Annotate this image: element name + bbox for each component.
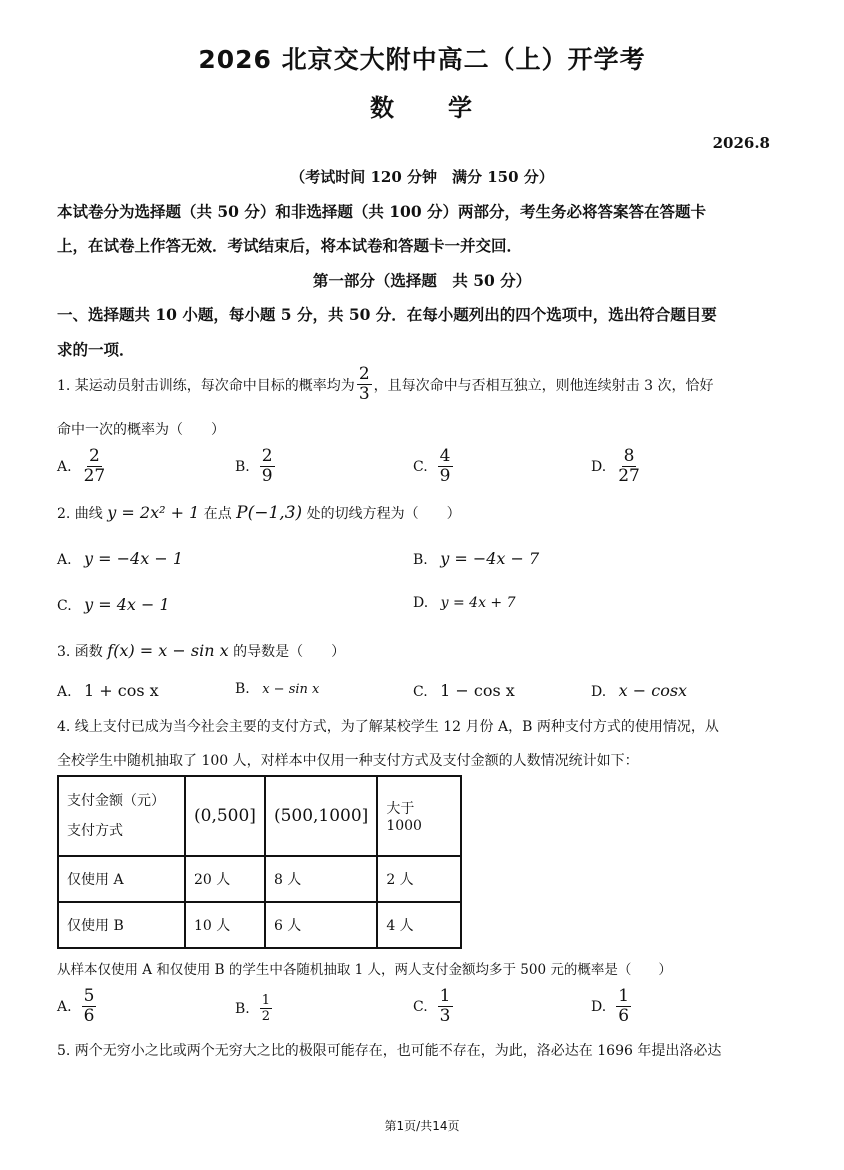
option-label: A. (57, 458, 72, 475)
option-text: y = 4x + 7 (440, 595, 516, 611)
option-fraction (260, 448, 275, 485)
option-fraction (616, 448, 642, 485)
option-text: y = −4x − 1 (84, 549, 183, 568)
question-2-expression: y = 2x² + 1 (107, 503, 200, 522)
table-cell: 8 人 (265, 856, 377, 902)
exam-date: 2026.8 (712, 134, 770, 152)
question-3-text-post: 的导数是（ ） (233, 644, 346, 660)
table-row (58, 902, 461, 948)
q1-option-b[interactable] (235, 448, 277, 485)
payment-statistics-table (57, 775, 462, 949)
q3-option-c[interactable] (413, 681, 515, 700)
table-header-row (58, 776, 461, 856)
option-text: x − sin x (262, 682, 320, 697)
intro-line-2: 上，在试卷上作答无效．考试结束后，将本试卷和答题卡一并交回． (57, 236, 523, 255)
table-row (58, 856, 461, 902)
question-4-prompt: 从样本仅使用 A 和仅使用 B 的学生中各随机抽取 1 人，两人支付金额均多于 500 元的概率是（ ） (57, 962, 672, 978)
q2-option-a[interactable] (57, 549, 183, 568)
option-text: y = 4x − 1 (84, 595, 170, 614)
document-title: 2026 北京交大附中高二（上）开学考 (198, 45, 646, 74)
question-2 (57, 503, 461, 523)
fraction-numerator: 5 (83, 986, 95, 1006)
fraction-numerator: 1 (439, 986, 451, 1006)
page-number: 第1页/共14页 (384, 1119, 460, 1133)
part1-heading: 第一部分（选择题 共 50 分） (312, 271, 532, 290)
exam-info: （考试时间 120 分钟 满分 150 分） (290, 168, 554, 186)
option-label: C. (413, 684, 428, 700)
fraction-denominator: 9 (439, 466, 451, 486)
question-1-text-pre: 1. 某运动员射击训练，每次命中目标的概率均为 (57, 377, 355, 394)
fraction-denominator: 9 (261, 466, 273, 486)
option-label: B. (235, 458, 250, 475)
option-fraction (438, 988, 453, 1025)
option-label: D. (591, 458, 607, 475)
question-3-expression: f(x) = x − sin x (107, 641, 229, 660)
q3-option-b[interactable] (235, 681, 319, 697)
option-label: C. (413, 998, 428, 1015)
option-label: A. (57, 684, 72, 700)
question-1-text-post: ，且每次命中与否相互独立，则他连续射击 3 次，恰好 (373, 377, 714, 394)
option-text: 1 − cos x (440, 681, 515, 700)
option-label: D. (591, 684, 607, 700)
table-row-label: 仅使用 A (58, 856, 185, 902)
question-1 (57, 366, 713, 403)
q1-option-d[interactable] (591, 448, 644, 485)
q3-option-a[interactable] (57, 681, 159, 700)
subject-title: 数 学 (370, 94, 474, 122)
table-header-cell: 大于 1000 (377, 776, 461, 856)
fraction-denominator: 27 (618, 466, 640, 486)
table-cell: 4 人 (377, 902, 461, 948)
fraction-numerator: 8 (623, 446, 635, 466)
option-text: 1 + cos x (84, 681, 159, 700)
fraction-denominator: 6 (618, 1006, 630, 1026)
table-header-cell: (0,500] (185, 776, 265, 856)
fraction-denominator: 27 (83, 466, 106, 486)
fraction-numerator: 1 (618, 986, 630, 1006)
fraction-denominator: 2 (261, 1009, 271, 1024)
question-4-line-1: 4. 线上支付已成为当今社会主要的支付方式，为了解某校学生 12 月份 A，B 两种支付方式的使用情况，从 (57, 719, 719, 735)
corner-bottom-label: 支付方式 (67, 823, 123, 839)
q2-option-d[interactable] (413, 595, 516, 611)
option-fraction (616, 988, 631, 1025)
option-fraction (82, 988, 97, 1025)
q2-option-c[interactable] (57, 595, 170, 614)
option-fraction (438, 448, 453, 485)
question-2-text-mid: 在点 (203, 506, 232, 522)
fraction-denominator: 3 (358, 384, 370, 404)
q3-option-d[interactable] (591, 681, 687, 700)
option-fraction (260, 994, 272, 1023)
section-instruction-line-2: 求的一项． (57, 340, 135, 359)
fraction-numerator: 2 (358, 364, 370, 384)
option-label: C. (57, 598, 72, 614)
fraction-numerator: 4 (439, 446, 451, 466)
question-3 (57, 641, 345, 661)
table-header-cell: (500,1000] (265, 776, 377, 856)
question-2-text-post: 处的切线方程为（ ） (306, 506, 461, 522)
corner-top-label: 支付金额（元） (67, 793, 165, 809)
q4-option-a[interactable] (57, 988, 98, 1025)
option-fraction (82, 448, 108, 485)
table-cell: 20 人 (185, 856, 265, 902)
q1-option-a[interactable] (57, 448, 109, 485)
question-2-text-pre: 2. 曲线 (57, 506, 103, 522)
table-corner-cell (58, 776, 185, 856)
q4-option-d[interactable] (591, 988, 633, 1025)
option-label: D. (591, 998, 607, 1015)
option-label: C. (413, 458, 428, 475)
table-cell: 2 人 (377, 856, 461, 902)
q4-option-b[interactable] (235, 994, 274, 1023)
fraction-denominator: 6 (83, 1006, 95, 1026)
q4-option-c[interactable] (413, 988, 455, 1025)
table-row-label: 仅使用 B (58, 902, 185, 948)
q1-option-c[interactable] (413, 448, 455, 485)
section-instruction-line-1: 一、选择题共 10 小题，每小题 5 分，共 50 分．在每小题列出的四个选项中，选出符合题目要 (57, 305, 717, 324)
option-label: B. (235, 1000, 250, 1017)
fraction-numerator: 1 (261, 993, 271, 1008)
question-5-line-1: 5. 两个无穷小之比或两个无穷大之比的极限可能存在，也可能不存在，为此，洛必达在 1696 年提出洛必达 (57, 1043, 722, 1059)
question-1-line-2: 命中一次的概率为（ ） (57, 422, 225, 438)
option-label: A. (57, 552, 72, 568)
question-4-line-2: 全校学生中随机抽取了 100 人，对样本中仅用一种支付方式及支付金额的人数情况统计如下： (57, 753, 639, 769)
fraction-denominator: 3 (439, 1006, 451, 1026)
table-cell: 10 人 (185, 902, 265, 948)
option-text: y = −4x − 7 (440, 549, 540, 568)
question-2-point: P(−1,3) (236, 503, 303, 523)
option-text: x − cosx (618, 681, 688, 700)
fraction-numerator: 2 (88, 446, 100, 466)
question-1-fraction (357, 366, 372, 403)
option-label: D. (413, 595, 429, 611)
fraction-numerator: 2 (261, 446, 273, 466)
intro-line-1: 本试卷分为选择题（共 50 分）和非选择题（共 100 分）两部分，考生务必将答案答在答题卡 (57, 202, 707, 221)
option-label: B. (413, 552, 428, 568)
q2-option-b[interactable] (413, 549, 539, 568)
question-3-text-pre: 3. 函数 (57, 644, 103, 660)
option-label: A. (57, 998, 72, 1015)
table-cell: 6 人 (265, 902, 377, 948)
option-label: B. (235, 681, 250, 697)
